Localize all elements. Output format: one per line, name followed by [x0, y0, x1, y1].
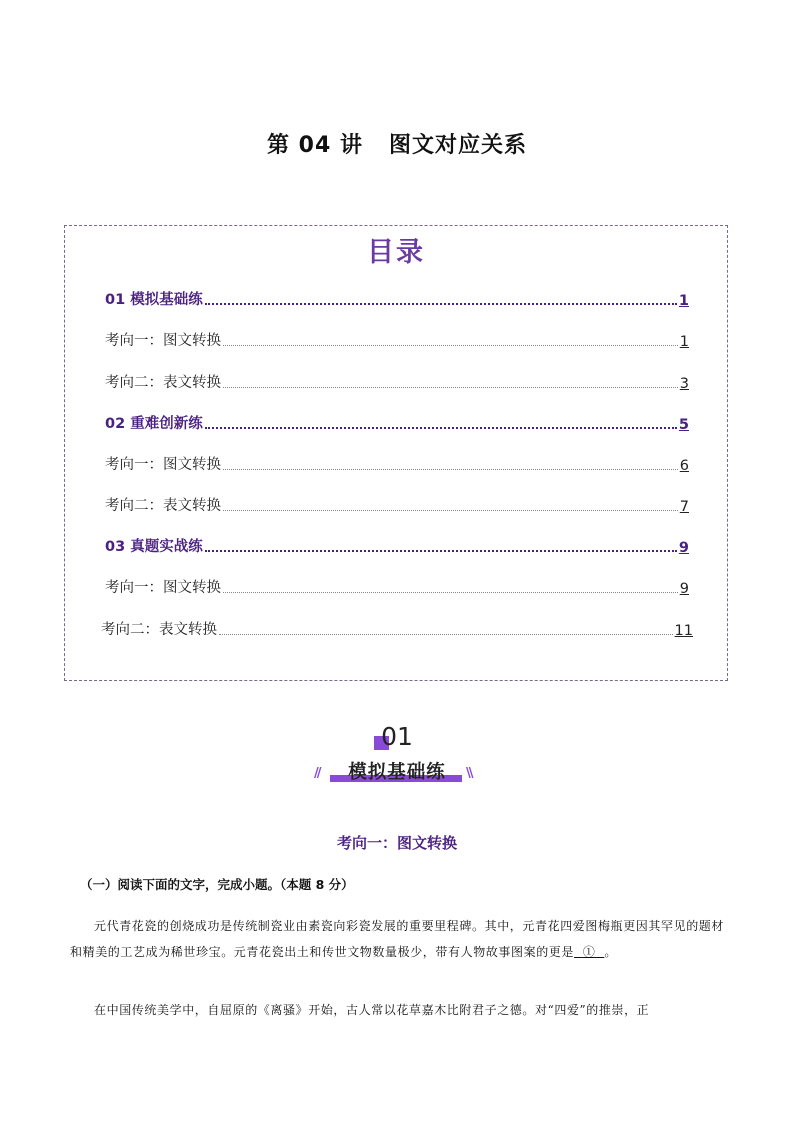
- exercise-instruction: （一）阅读下面的文字，完成小题。（本题 8 分）: [80, 877, 354, 892]
- toc-entry-label: 考向一：图文转换: [105, 457, 221, 473]
- toc-entry-subsection[interactable]: [105, 329, 689, 350]
- toc-entry-label: 01 模拟基础练: [105, 292, 203, 308]
- toc-leader-dots: [205, 426, 677, 429]
- section-deco-slash-right: \\: [466, 766, 472, 781]
- toc-leader-dots: [223, 344, 678, 346]
- title-lecture: 第 04 讲: [267, 133, 363, 158]
- toc-entry-label: 考向二：表文转换: [105, 498, 221, 514]
- toc-entry-label: 考向二：表文转换: [105, 375, 221, 391]
- document-title: [0, 128, 794, 159]
- toc-entry-label: 考向二：表文转换: [101, 622, 217, 638]
- toc-entry-section-01[interactable]: [105, 288, 689, 309]
- section-name: 模拟基础练: [348, 762, 446, 783]
- toc-entry-page: 1: [678, 293, 689, 309]
- table-of-contents: [64, 225, 728, 681]
- toc-entry-page: 3: [679, 376, 689, 392]
- toc-entry-page: 7: [679, 499, 689, 515]
- toc-entry-page: 9: [679, 581, 689, 597]
- toc-leader-dots: [223, 386, 678, 388]
- toc-entry-section-03[interactable]: [105, 535, 689, 556]
- toc-leader-dots: [223, 509, 678, 511]
- toc-leader-dots: [223, 468, 678, 470]
- toc-entry-label: 03 真题实战练: [105, 539, 203, 555]
- toc-entry-label: 02 重难创新练: [105, 416, 203, 432]
- toc-entry-subsection[interactable]: [105, 494, 689, 515]
- toc-entry-label: 考向一：图文转换: [105, 580, 221, 596]
- paragraph-text: 元代青花瓷的创烧成功是传统制瓷业由素瓷向彩瓷发展的重要里程碑。其中，元青花四爱图梅瓶更因其罕见的题材和精美的工艺成为稀世珍宝。元青花瓷出土和传世文物数量极少，带有人物故事图案的更是: [70, 919, 725, 959]
- paragraph-text: 在中国传统美学中，自屈原的《离骚》开始，古人常以花草嘉木比附君子之德。对“四爱”的推崇，正: [94, 1003, 650, 1017]
- toc-leader-dots: [219, 633, 673, 635]
- toc-leader-dots: [205, 549, 677, 552]
- toc-entry-page: 6: [679, 458, 689, 474]
- toc-entry-section-02[interactable]: [105, 412, 689, 433]
- toc-leader-dots: [205, 302, 677, 305]
- title-topic: 图文对应关系: [388, 133, 527, 158]
- paragraph-end: 。: [604, 945, 617, 959]
- answer-blank: [574, 945, 604, 959]
- toc-entry-page: 11: [674, 623, 693, 639]
- toc-heading: 目录: [367, 237, 425, 268]
- toc-entry-subsection[interactable]: [105, 576, 689, 597]
- toc-entry-subsection[interactable]: [101, 618, 693, 639]
- subsection-heading: 考向一：图文转换: [336, 834, 457, 852]
- section-number: 01: [381, 722, 413, 751]
- toc-entry-subsection[interactable]: [105, 453, 689, 474]
- toc-entry-label: 考向一：图文转换: [105, 333, 221, 349]
- toc-entry-page: 5: [678, 417, 689, 433]
- exercise-paragraph-2: [70, 997, 724, 1023]
- toc-entry-page: 9: [678, 540, 689, 556]
- section-deco-slash-left: //: [314, 766, 320, 781]
- toc-leader-dots: [223, 591, 678, 593]
- exercise-paragraph-1: [70, 913, 724, 965]
- toc-entry-page: 1: [679, 334, 689, 350]
- toc-entry-subsection[interactable]: [105, 371, 689, 392]
- blank-marker: ①: [582, 945, 596, 959]
